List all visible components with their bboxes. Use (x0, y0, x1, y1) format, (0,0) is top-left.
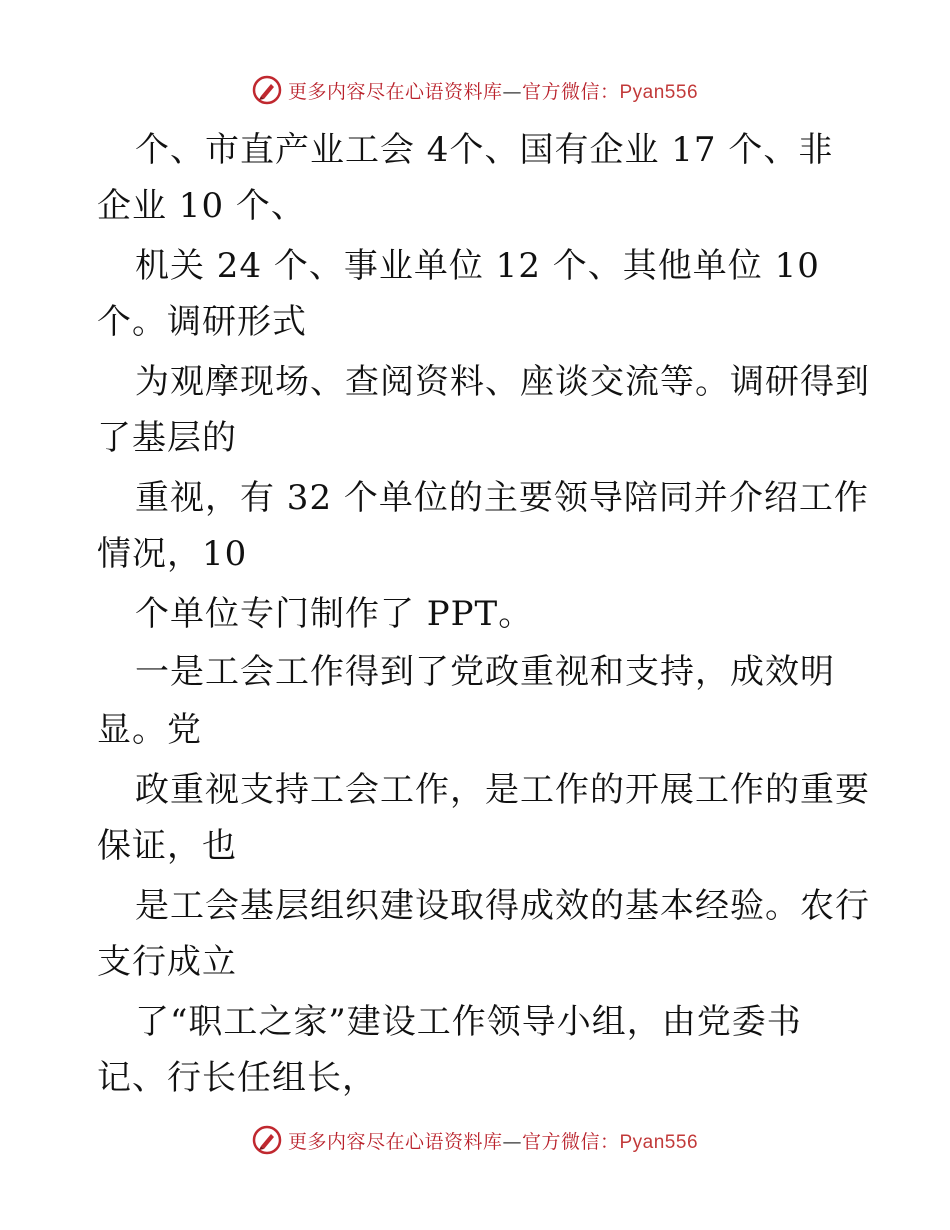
body-line: 政重视支持工会工作，是工作的开展工作的重要 (135, 770, 870, 810)
watermark-separator: — (502, 80, 522, 103)
body-line: 是工会基层组织建设取得成效的基本经验。农行 (135, 886, 870, 926)
body-line: 情况，10 (97, 534, 248, 574)
body-line: 个、市直产业工会 4个、国有企业 17 个、非 (135, 130, 834, 170)
watermark-title: 更多内容尽在心语资料库 (287, 1130, 503, 1153)
body-line: 一是工会工作得到了党政重视和支持，成效明 (135, 652, 835, 692)
header-watermark (0, 72, 950, 108)
body-line: 支行成立 (97, 942, 237, 982)
watermark-separator: — (502, 1130, 522, 1153)
body-line: 了“职工之家”建设工作领导小组，由党委书 (135, 1002, 802, 1042)
pen-logo-icon (252, 1125, 282, 1155)
watermark-suffix: 官方微信： (521, 80, 620, 103)
watermark-wechat-id: Pyan556 (619, 81, 699, 103)
body-line: 机关 24 个、事业单位 12 个、其他单位 10 (135, 246, 820, 286)
watermark-wechat-id: Pyan556 (619, 1131, 699, 1153)
watermark-suffix: 官方微信： (521, 1130, 620, 1153)
pen-logo-icon (252, 75, 282, 105)
body-line: 记、行长任组长， (97, 1058, 377, 1098)
watermark-text (288, 1127, 698, 1154)
body-line: 企业 10 个、 (97, 186, 306, 226)
body-line: 为观摩现场、查阅资料、座谈交流等。调研得到 (135, 362, 870, 402)
footer-watermark (0, 1122, 950, 1158)
body-line: 重视，有 32 个单位的主要领导陪同并介绍工作 (135, 478, 869, 518)
body-line: 了基层的 (97, 418, 237, 458)
watermark-text (288, 77, 698, 104)
body-line: 个单位专门制作了 PPT。 (135, 594, 534, 634)
body-line: 显。党 (97, 710, 202, 750)
watermark-title: 更多内容尽在心语资料库 (287, 80, 503, 103)
body-line: 保证，也 (97, 826, 237, 866)
body-line: 个。调研形式 (97, 302, 307, 342)
